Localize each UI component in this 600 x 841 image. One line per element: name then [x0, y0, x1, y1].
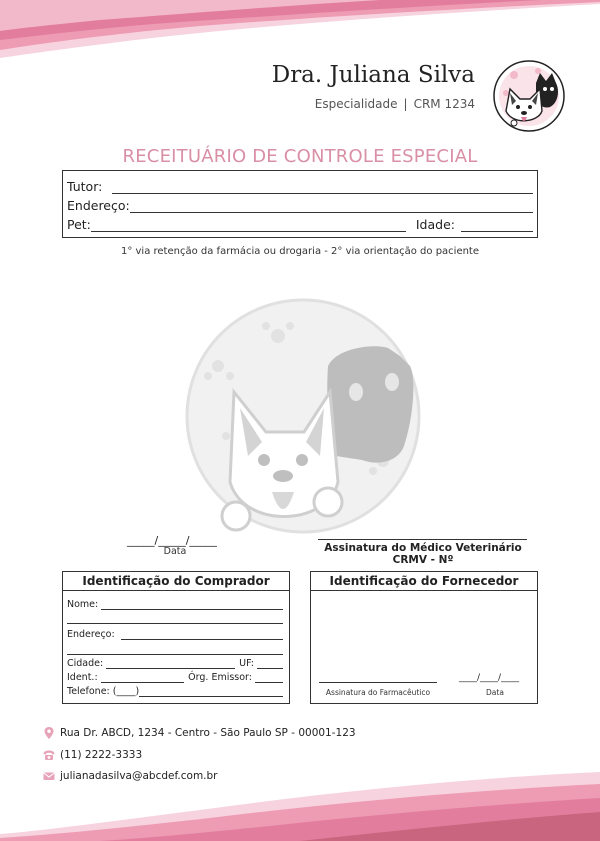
supplier-heading: Identificação do Fornecedor [311, 572, 537, 591]
separator: | [403, 97, 408, 111]
buyer-address-field[interactable] [121, 630, 283, 640]
contact-email [42, 768, 218, 784]
buyer-city-label: Cidade: [67, 658, 104, 669]
buyer-heading: Identificação do Comprador [63, 572, 289, 591]
buyer-address-row-2 [67, 641, 283, 655]
buyer-phone-row [67, 683, 283, 697]
pet-label: Pet: [67, 217, 91, 232]
pharmacist-signature-line[interactable] [319, 682, 437, 683]
address-label: Endereço: [67, 198, 130, 213]
doctor-credentials [315, 97, 475, 111]
crmv-label: CRMV - Nº [392, 554, 454, 566]
buyer-name-field-2[interactable] [67, 614, 283, 624]
watermark-logo-icon [178, 296, 432, 536]
signature-label [310, 542, 536, 566]
phone-icon [42, 748, 56, 762]
address-field[interactable] [130, 200, 533, 213]
specialty: Especialidade [314, 97, 398, 111]
buyer-id-label: Ident.: [67, 672, 98, 683]
map-pin-icon [42, 726, 56, 740]
buyer-city-field[interactable] [106, 659, 235, 669]
buyer-phone-field[interactable] [139, 687, 283, 697]
crm-number: CRM 1234 [413, 97, 475, 111]
tutor-row [67, 176, 533, 194]
buyer-name-row [67, 596, 283, 610]
patient-info-box [62, 170, 538, 238]
pharmacist-signature-label: Assinatura do Farmacêutico [325, 688, 431, 697]
phone-text[interactable]: (11) 2222-3333 [60, 749, 143, 761]
age-field[interactable] [461, 219, 533, 232]
contact-address [42, 725, 356, 741]
document-title: RECEITUÁRIO DE CONTROLE ESPECIAL [122, 146, 478, 167]
pet-field[interactable] [91, 219, 406, 232]
tutor-field[interactable] [112, 181, 533, 194]
contact-phone [42, 747, 142, 763]
buyer-phone-label: Telefone: (____) [67, 686, 140, 697]
date-label: Data [163, 546, 187, 557]
supplier-box [310, 571, 538, 704]
buyer-uf-field[interactable] [257, 659, 283, 669]
doctor-name: Dra. Juliana Silva [271, 62, 475, 88]
address-text: Rua Dr. ABCD, 1234 - Centro - São Paulo SP - 00001-123 [60, 727, 356, 739]
pet-row [67, 214, 533, 232]
buyer-name-row-2 [67, 610, 283, 624]
copy-note: 1° via retenção da farmácia ou drogaria - 2° via orientação do paciente [120, 246, 480, 257]
email-text[interactable]: julianadasilva@abcdef.com.br [60, 770, 218, 782]
supplier-date-field[interactable]: ____/____/____ [459, 673, 520, 683]
dog-cat-logo-icon [492, 59, 566, 133]
buyer-address-field-2[interactable] [67, 645, 283, 655]
signature-title: Assinatura do Médico Veterinário [324, 542, 522, 554]
age-label: Idade: [415, 217, 455, 232]
buyer-uf-label: UF: [239, 658, 254, 669]
supplier-date-label: Data [486, 688, 504, 697]
buyer-issuer-field[interactable] [255, 673, 283, 683]
buyer-address-row [67, 626, 283, 640]
buyer-name-label: Nome: [67, 599, 99, 610]
buyer-issuer-label: Órg. Emissor: [188, 672, 252, 683]
address-row [67, 195, 533, 213]
buyer-address-label: Endereço: [67, 629, 115, 640]
buyer-city-row [67, 655, 283, 669]
envelope-icon [42, 769, 56, 783]
buyer-id-field[interactable] [101, 673, 185, 683]
signature-line [318, 539, 527, 540]
buyer-id-row [67, 669, 283, 683]
buyer-name-field[interactable] [101, 600, 283, 610]
date-field[interactable]: _____/_____/_____ [127, 534, 217, 547]
buyer-box [62, 571, 290, 704]
tutor-label: Tutor: [67, 179, 103, 194]
